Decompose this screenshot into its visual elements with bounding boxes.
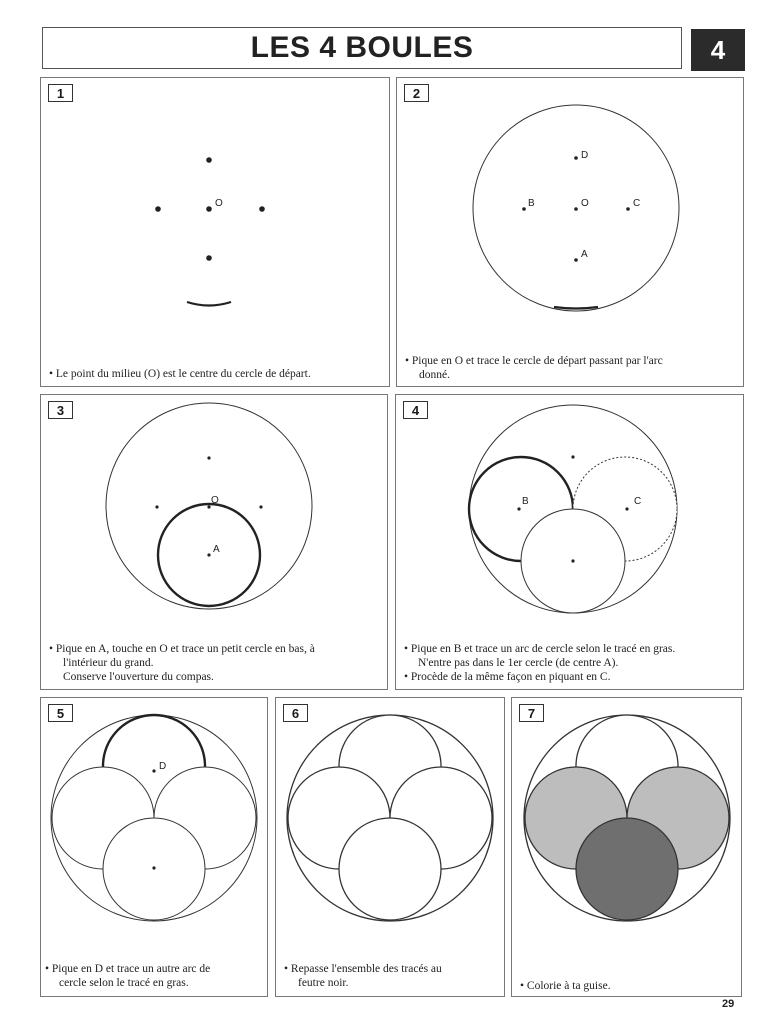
step-panel-2 (396, 77, 744, 387)
step-7-figure (512, 698, 743, 998)
step-caption: • Repasse l'ensemble des tracés au feutre noir. (284, 963, 442, 989)
point-label: A (581, 249, 588, 260)
step-number: 1 (48, 84, 73, 102)
step-panel-7 (511, 697, 742, 997)
step-1-figure (41, 78, 391, 388)
point-label: A (213, 544, 220, 555)
step-number: 2 (404, 84, 429, 102)
title-box (42, 27, 682, 69)
step-panel-3 (40, 394, 388, 690)
page-title: LES 4 BOULES (250, 31, 474, 64)
step-caption: • Pique en B et trace un arc de cercle selon le tracé en gras. N'entre pas dans le 1er cercle (de centre A). • Procède de la même façon en piquant en C. (404, 643, 676, 683)
step-number: 6 (283, 704, 308, 722)
dark-ball-bottom (576, 818, 678, 920)
sheet-number-badge: 4 (691, 29, 745, 71)
page-number: 29 (722, 998, 735, 1010)
step-number: 4 (403, 401, 428, 419)
point-label: O (581, 198, 589, 209)
point-label: B (522, 496, 529, 507)
step-number: 5 (48, 704, 73, 722)
step-5-figure (41, 698, 269, 998)
step-panel-1 (40, 77, 390, 387)
step-2-figure (397, 78, 745, 388)
step-number: 7 (519, 704, 544, 722)
step-caption: • Pique en O et trace le cercle de départ passant par l'arc donné. (405, 355, 663, 381)
step-number: 3 (48, 401, 73, 419)
point-label: O (211, 495, 219, 506)
point-label: D (159, 761, 167, 772)
point-label: O (215, 198, 223, 209)
step-caption: • Pique en A, touche en O et trace un petit cercle en bas, à l'intérieur du grand. Conserve l'ouverture du compas. (49, 643, 315, 683)
step-caption: • Pique en D et trace un autre arc de cercle selon le tracé en gras. (45, 963, 211, 989)
point-label: B (528, 198, 535, 209)
step-caption: • Colorie à ta guise. (520, 980, 611, 992)
point-label: C (634, 496, 642, 507)
point-label: C (633, 198, 641, 209)
step-caption: • Le point du milieu (O) est le centre du cercle de départ. (49, 368, 311, 380)
step-6-figure (276, 698, 506, 998)
point-label: D (581, 150, 589, 161)
step-panel-6 (275, 697, 505, 997)
step-panel-5 (40, 697, 268, 997)
step-panel-4 (395, 394, 744, 690)
